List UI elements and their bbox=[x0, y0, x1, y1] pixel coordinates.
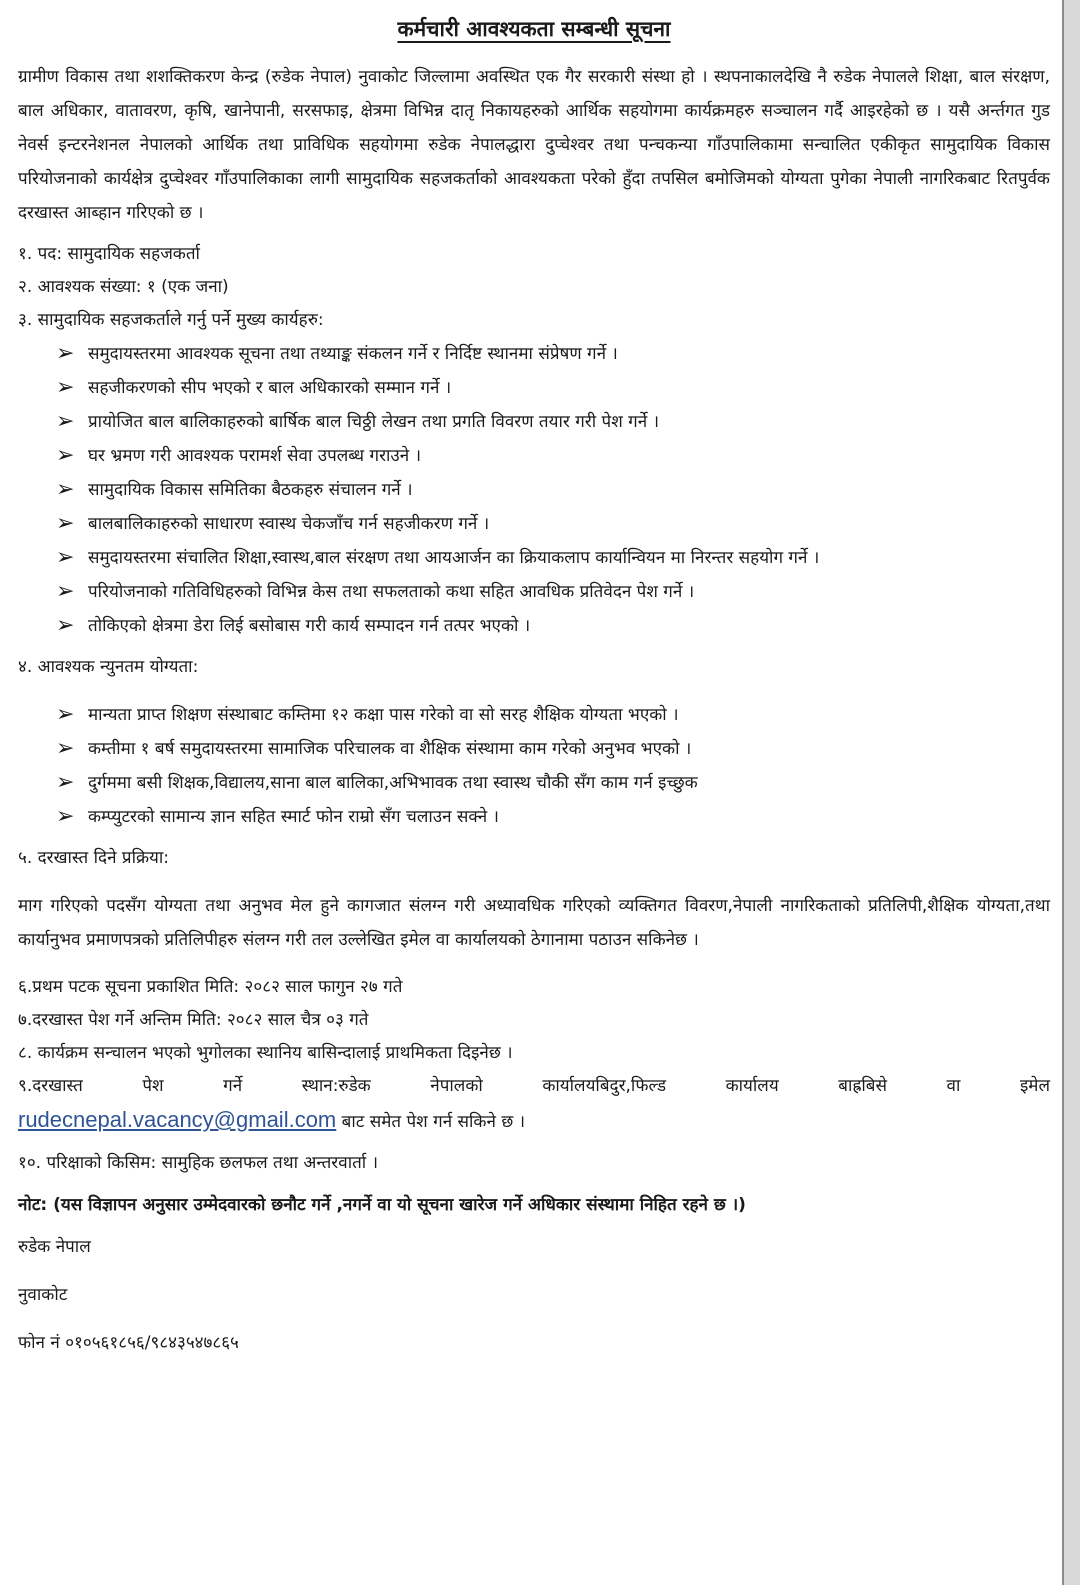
page-edge bbox=[1064, 0, 1080, 1585]
arrow-bullet-icon: ➢ bbox=[56, 341, 75, 366]
qualification-item: ➢ दुर्गममा बसी शिक्षक,विद्यालय,साना बाल बालिका,अभिभावक तथा स्वास्थ चौकी सँग काम गर्न इच्छुक bbox=[56, 766, 1050, 800]
qualification-item: ➢ कम्प्युटरको सामान्य ज्ञान सहित स्मार्ट फोन राम्रो सँग चलाउन सक्ने । bbox=[56, 800, 1050, 834]
arrow-bullet-icon: ➢ bbox=[56, 477, 75, 502]
notice-content bbox=[18, 14, 1050, 1360]
arrow-bullet-icon: ➢ bbox=[56, 736, 75, 761]
duty-item: ➢ घर भ्रमण गरी आवश्यक परामर्श सेवा उपलब्ध गराउने । bbox=[56, 439, 1050, 473]
arrow-bullet-icon: ➢ bbox=[56, 613, 75, 638]
process-heading: ५. दरखास्त दिने प्रक्रिया: bbox=[18, 848, 170, 868]
exam-type-item: १०. परिक्षाको किसिम: सामुहिक छलफल तथा अन्तरवार्ता । bbox=[18, 1153, 379, 1173]
arrow-bullet-icon: ➢ bbox=[56, 443, 75, 468]
arrow-bullet-icon: ➢ bbox=[56, 409, 75, 434]
qualifications-heading: ४. आवश्यक न्युनतम योग्यता: bbox=[18, 657, 199, 677]
district: नुवाकोट bbox=[18, 1285, 68, 1305]
intro-paragraph: ग्रामीण विकास तथा शशक्तिकरण केन्द्र (रुडेक नेपाल) नुवाकोट जिल्लामा अवस्थित एक गैर सरकारी संस्था हो । स्थपनाकालदेखि नै रुडेक नेपालले शिक्षा, बाल संरक्षण, बाल अधिकार, वातावरण, कृषि, खानेपानी, सरसफाइ, क्षेत्रमा विभिन्न दातृ निकायहरुको आर्थिक सहयोगमा कार्यक्रमहरु सञ्चालन गर्दै आइरहेको छ । यसै अर्न्तगत गुड नेवर्स इन्टरनेशनल नेपालको आर्थिक तथा प्राविधिक सहयोगमा रुडेक नेपालद्धारा दुप्चेश्वर तथा पन्चकन्या गाँउपालिकामा सन्चालित एकीकृत सामुदायिक विकास परियोजनाको कार्यक्षेत्र दुप्चेश्वर गाँउपालिकाका लागी सामुदायिक सहजकर्ताको आवश्यकता परेको हुँदा तपसिल बमोजिमको योग्यता पुगेका नेपाली नागरिकबाट रितपुर्वक दरखास्त आब्हान गरिएको छ । bbox=[18, 67, 1050, 223]
arrow-bullet-icon: ➢ bbox=[56, 804, 75, 829]
duties-heading: ३. सामुदायिक सहजकर्ताले गर्नु पर्ने मुख्य कार्यहरु: bbox=[18, 310, 324, 330]
email-link[interactable]: rudecnepal.vacancy@gmail.com bbox=[18, 1107, 337, 1132]
arrow-bullet-icon: ➢ bbox=[56, 770, 75, 795]
arrow-bullet-icon: ➢ bbox=[56, 545, 75, 570]
qualification-item: ➢ कम्तीमा १ बर्ष समुदायस्तरमा सामाजिक परिचालक वा शैक्षिक संस्थामा काम गरेको अनुभव भएको । bbox=[56, 732, 1050, 766]
qualifications-list bbox=[18, 698, 1050, 834]
submission-email-line bbox=[18, 1103, 1050, 1139]
duty-item: ➢ प्रायोजित बाल बालिकाहरुको बार्षिक बाल चिठ्ठी लेखन तथा प्रगति विवरण तयार गरी पेश गर्ने । bbox=[56, 405, 1050, 439]
arrow-bullet-icon: ➢ bbox=[56, 702, 75, 727]
duty-item: ➢ परियोजनाको गतिविधिहरुको विभिन्न केस तथा सफलताको कथा सहित आवधिक प्रतिवेदन पेश गर्ने । bbox=[56, 575, 1050, 609]
qualification-item: ➢ मान्यता प्राप्त शिक्षण संस्थाबाट कम्तिमा १२ कक्षा पास गरेको वा सो सरह शैक्षिक योग्यता भएको । bbox=[56, 698, 1050, 732]
org-name: रुडेक नेपाल bbox=[18, 1237, 91, 1257]
arrow-bullet-icon: ➢ bbox=[56, 375, 75, 400]
duty-item: ➢ सहजीकरणको सीप भएको र बाल अधिकारको सम्मान गर्ने । bbox=[56, 371, 1050, 405]
note: नोट: (यस विज्ञापन अनुसार उम्मेदवारको छनौट गर्ने ,नगर्ने वा यो सूचना खारेज गर्ने अधिकार संस्थामा निहित रहने छ ।) bbox=[18, 1195, 746, 1215]
priority-item: ८. कार्यक्रम सन्चालन भएको भुगोलका स्थानिय बासिन्दालाई प्राथमिकता दिइनेछ । bbox=[18, 1043, 513, 1063]
duty-item: ➢ बालबालिकाहरुको साधारण स्वास्थ चेकजाँच गर्न सहजीकरण गर्ने । bbox=[56, 507, 1050, 541]
duty-item: ➢ समुदायस्तरमा संचालित शिक्षा,स्वास्थ,बाल संरक्षण तथा आयआर्जन का क्रियाकलाप कार्यान्वियन मा निरन्तर सहयोग गर्ने । bbox=[56, 541, 1050, 575]
post-item: १. पद: सामुदायिक सहजकर्ता bbox=[18, 244, 200, 264]
arrow-bullet-icon: ➢ bbox=[56, 579, 75, 604]
phone-number: फोन नं ०१०५६१८५६/९८४३५४७८६५ bbox=[18, 1333, 239, 1353]
email-suffix: बाट समेत पेश गर्न सकिने छ । bbox=[336, 1112, 526, 1132]
arrow-bullet-icon: ➢ bbox=[56, 511, 75, 536]
duty-item: ➢ तोकिएको क्षेत्रमा डेरा लिई बसोबास गरी कार्य सम्पादन गर्न तत्पर भएको । bbox=[56, 609, 1050, 643]
submission-place-item: ९.दरखास्त पेश गर्ने स्थान:रुडेक नेपालको कार्यालयबिदुर,फिल्ड कार्यालय बाह्रबिसे वा इमेल bbox=[18, 1076, 1050, 1096]
notice-title: कर्मचारी आवश्यकता सम्बन्धी सूचना bbox=[397, 17, 671, 41]
publish-date-item: ६.प्रथम पटक सूचना प्रकाशित मिति: २०८२ साल फागुन २७ गते bbox=[18, 977, 403, 997]
duty-item: ➢ समुदायस्तरमा आवश्यक सूचना तथा तथ्याङ्क संकलन गर्ने र निर्दिष्ट स्थानमा संप्रेषण गर्ने । bbox=[56, 337, 1050, 371]
process-paragraph: माग गरिएको पदसँग योग्यता तथा अनुभव मेल हुने कागजात संलग्न गरी अध्यावधिक गरिएको व्यक्तिगत विवरण,नेपाली नागरिकताको प्रतिलिपी,शैक्षिक योग्यता,तथा कार्यानुभव प्रमाणपत्रको प्रतिलिपीहरु संलग्न गरी तल उल्लेखित इमेल वा कार्यालयको ठेगानामा पठाउन सकिनेछ । bbox=[18, 896, 1050, 950]
duty-item: ➢ सामुदायिक विकास समितिका बैठकहरु संचालन गर्ने । bbox=[56, 473, 1050, 507]
duties-list bbox=[18, 337, 1050, 643]
deadline-item: ७.दरखास्त पेश गर्ने अन्तिम मिति: २०८२ साल चैत्र ०३ गते bbox=[18, 1010, 369, 1030]
vacancy-count-item: २. आवश्यक संख्या: १ (एक जना) bbox=[18, 277, 229, 297]
